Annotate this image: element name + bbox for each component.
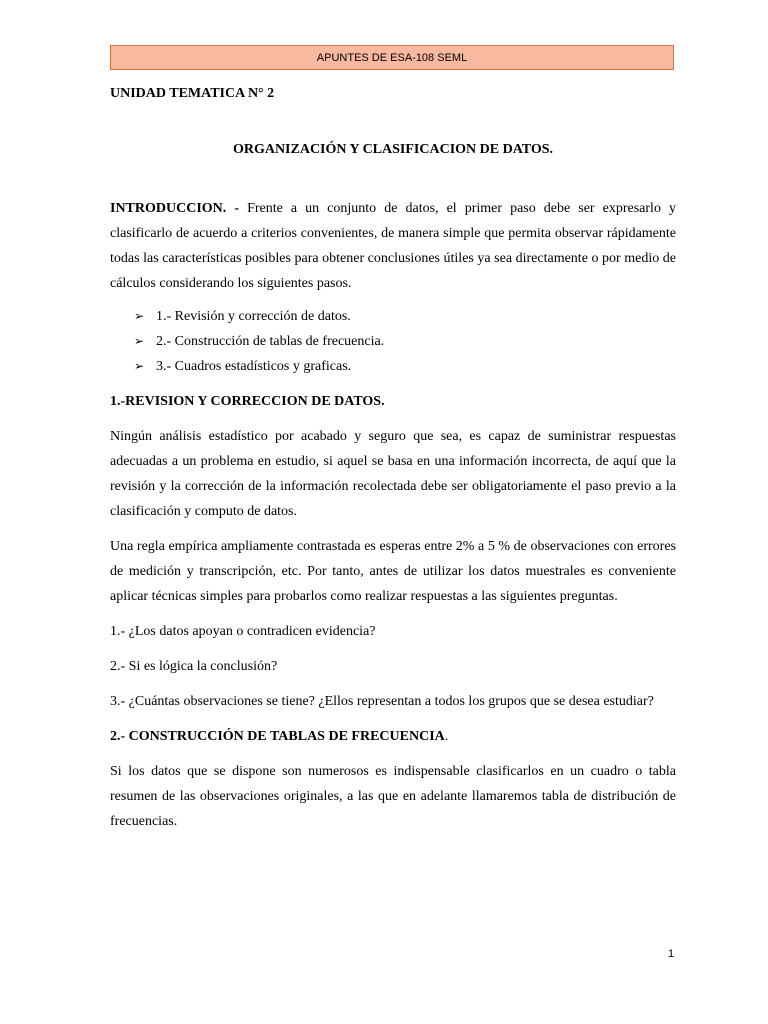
list-item xyxy=(134,354,676,379)
list-item-text: 1.- Revisión y corrección de datos. xyxy=(156,309,351,324)
list-item-text: 2.- Construcción de tablas de frecuencia. xyxy=(156,334,385,349)
list-item xyxy=(134,329,676,354)
section2-title: 2.- CONSTRUCCIÓN DE TABLAS DE FRECUENCIA xyxy=(110,729,445,744)
arrowhead-bullet-icon: ➢ xyxy=(134,334,145,348)
list-item xyxy=(134,304,676,329)
question-2: 2.- Si es lógica la conclusión? xyxy=(110,659,278,674)
intro-label: INTRODUCCION xyxy=(110,201,223,216)
document-body xyxy=(110,84,676,834)
section1-paragraph-2: Una regla empírica ampliamente contrastada es esperas entre 2% a 5 % de observaciones con errores de medición y transcripción, etc. Por tanto, antes de utilizar los datos muestrales es conveniente aplicar técnicas simples para probarlos como realizar respuestas a las siguientes preguntas. xyxy=(110,539,676,604)
document-header xyxy=(110,45,674,70)
intro-text: Frente a un conjunto de datos, el primer paso debe ser expresarlo y clasificarlo de acuerdo a criterios convenientes, de manera simple que permita observar rápidamente todas las características posibles para obtener conclusiones útiles ya sea directamente o por medio de cálculos considerando los siguientes pasos. xyxy=(110,201,676,291)
intro-separator: . - xyxy=(222,201,248,216)
section1-paragraph-1: Ningún análisis estadístico por acabado y seguro que sea, es capaz de suministrar respuestas adecuadas a un problema en estudio, si aquel se basa en una información incorrecta, de aquí que la revisión y la corrección de la información recolectada debe ser obligatoriamente el paso previo a la clasificación y computo de datos. xyxy=(110,429,676,519)
main-title: ORGANIZACIÓN Y CLASIFICACION DE DATOS. xyxy=(232,142,554,157)
arrowhead-bullet-icon: ➢ xyxy=(134,309,145,323)
header-title: APUNTES DE ESA-108 SEML xyxy=(316,52,468,64)
section2-title-line xyxy=(110,724,676,749)
question-1: 1.- ¿Los datos apoyan o contradicen evidencia? xyxy=(110,624,376,639)
section2-paragraph-1: Si los datos que se dispone son numerosos es indispensable clasificarlos en un cuadro o tabla resumen de las observaciones originales, a las que en adelante llamaremos tabla de distribución de frecuencias. xyxy=(110,764,676,829)
intro-paragraph xyxy=(110,196,676,296)
unit-title: UNIDAD TEMATICA N° 2 xyxy=(110,86,275,101)
page-number: 1 xyxy=(668,948,675,960)
arrowhead-bullet-icon: ➢ xyxy=(134,359,145,373)
section2-title-period: . xyxy=(444,729,449,744)
steps-list xyxy=(110,304,676,379)
question-3: 3.- ¿Cuántas observaciones se tiene? ¿Ellos representan a todos los grupos que se desea estudiar? xyxy=(110,694,654,709)
section1-title: 1.-REVISION Y CORRECCION DE DATOS. xyxy=(110,394,385,409)
list-item-text: 3.- Cuadros estadísticos y graficas. xyxy=(156,359,352,374)
